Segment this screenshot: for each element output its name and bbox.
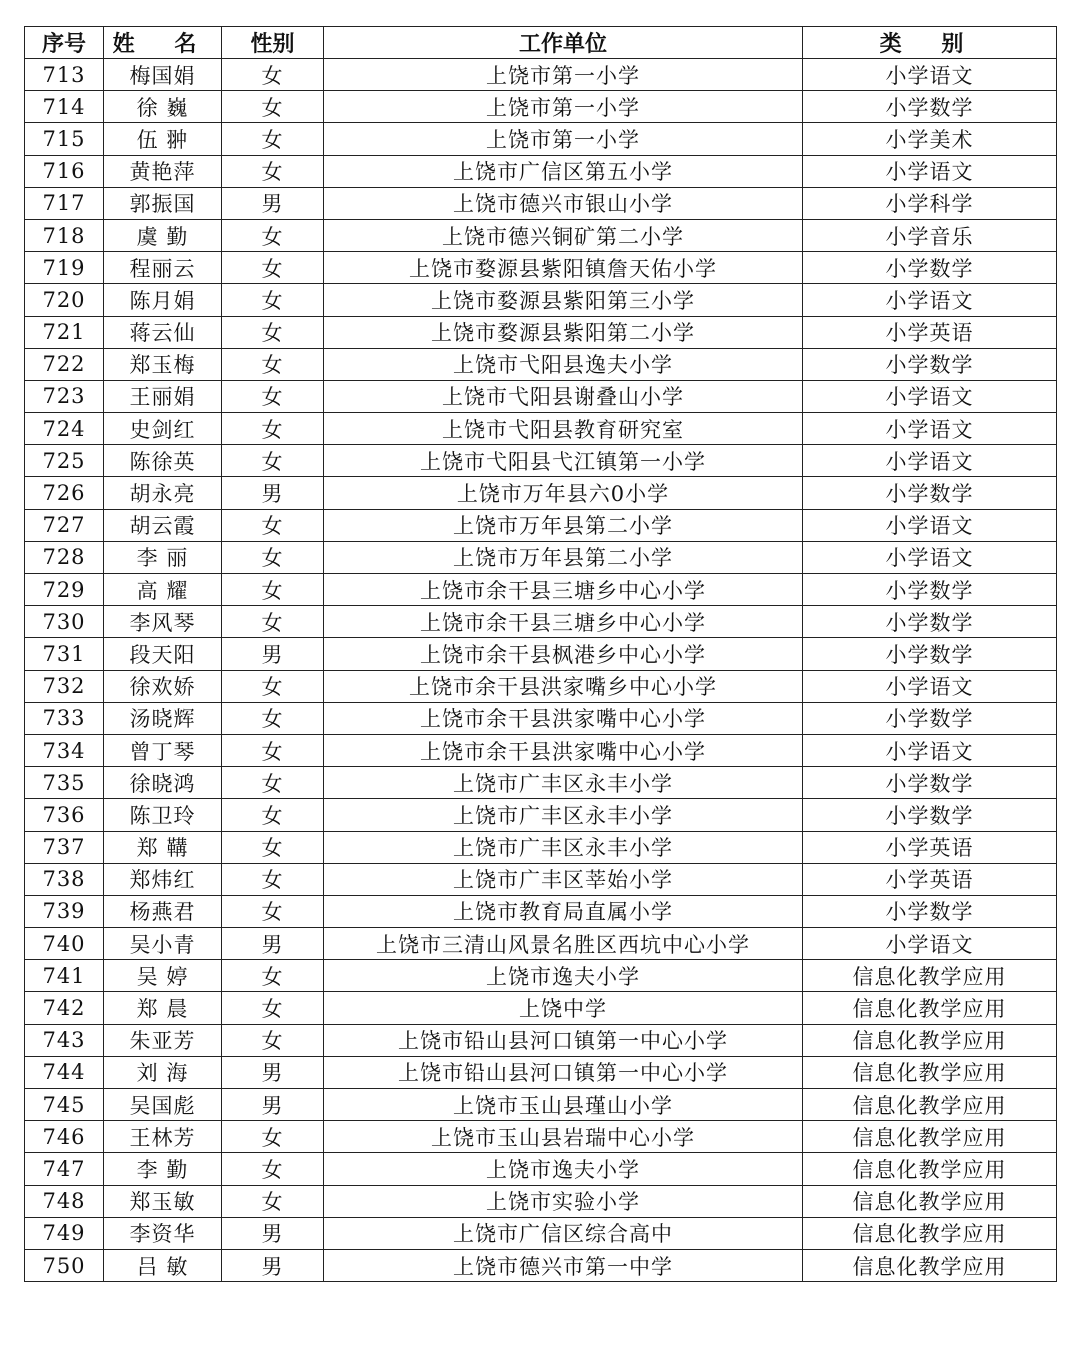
cell-unit: 上饶市德兴市第一中学: [324, 1249, 803, 1281]
cell-sex: 女: [222, 574, 324, 606]
cell-no: 745: [25, 1089, 104, 1121]
cell-unit: 上饶市铅山县河口镇第一中心小学: [324, 1024, 803, 1056]
cell-unit: 上饶市玉山县岩瑞中心小学: [324, 1121, 803, 1153]
cell-unit: 上饶市弋阳县逸夫小学: [324, 348, 803, 380]
cell-sex: 女: [222, 284, 324, 316]
cell-sex: 男: [222, 928, 324, 960]
cell-no: 726: [25, 477, 104, 509]
cell-category: 信息化教学应用: [803, 1153, 1057, 1185]
cell-unit: 上饶市第一小学: [324, 59, 803, 91]
cell-unit: 上饶市万年县第二小学: [324, 541, 803, 573]
table-body: [25, 59, 1057, 1282]
cell-category: 信息化教学应用: [803, 1056, 1057, 1088]
cell-no: 742: [25, 992, 104, 1024]
table-row: [25, 1249, 1057, 1281]
cell-name: 李资华: [104, 1217, 222, 1249]
cell-sex: 女: [222, 509, 324, 541]
cell-category: 信息化教学应用: [803, 1024, 1057, 1056]
table-row: [25, 348, 1057, 380]
cell-category: 小学数学: [803, 767, 1057, 799]
cell-category: 信息化教学应用: [803, 1121, 1057, 1153]
cell-sex: 女: [222, 831, 324, 863]
table-row: [25, 670, 1057, 702]
cell-no: 719: [25, 252, 104, 284]
cell-sex: 女: [222, 316, 324, 348]
cell-category: 小学英语: [803, 863, 1057, 895]
cell-category: 小学数学: [803, 348, 1057, 380]
cell-name: 王林芳: [104, 1121, 222, 1153]
cell-name: 刘 海: [104, 1056, 222, 1088]
cell-no: 733: [25, 702, 104, 734]
table-row: [25, 960, 1057, 992]
cell-no: 730: [25, 606, 104, 638]
cell-name: 吴 婷: [104, 960, 222, 992]
cell-sex: 女: [222, 219, 324, 251]
cell-no: 736: [25, 799, 104, 831]
cell-category: 小学数学: [803, 91, 1057, 123]
cell-category: 小学语文: [803, 413, 1057, 445]
table-row: [25, 895, 1057, 927]
cell-name: 徐 巍: [104, 91, 222, 123]
cell-category: 小学数学: [803, 702, 1057, 734]
cell-no: 737: [25, 831, 104, 863]
cell-no: 715: [25, 123, 104, 155]
cell-sex: 男: [222, 1249, 324, 1281]
cell-name: 吕 敏: [104, 1249, 222, 1281]
cell-category: 小学语文: [803, 670, 1057, 702]
cell-name: 史剑红: [104, 413, 222, 445]
cell-name: 高 耀: [104, 574, 222, 606]
table-row: [25, 1153, 1057, 1185]
cell-unit: 上饶市广信区综合高中: [324, 1217, 803, 1249]
cell-unit: 上饶市广丰区永丰小学: [324, 831, 803, 863]
cell-no: 725: [25, 445, 104, 477]
cell-category: 信息化教学应用: [803, 1089, 1057, 1121]
cell-unit: 上饶市余干县三塘乡中心小学: [324, 606, 803, 638]
cell-name: 郑玉梅: [104, 348, 222, 380]
cell-unit: 上饶市余干县枫港乡中心小学: [324, 638, 803, 670]
cell-unit: 上饶市弋阳县教育研究室: [324, 413, 803, 445]
cell-no: 731: [25, 638, 104, 670]
cell-sex: 男: [222, 638, 324, 670]
cell-category: 小学英语: [803, 316, 1057, 348]
table-row: [25, 252, 1057, 284]
cell-unit: 上饶市弋阳县弋江镇第一小学: [324, 445, 803, 477]
table-row: [25, 477, 1057, 509]
table-row: [25, 509, 1057, 541]
cell-category: 小学数学: [803, 477, 1057, 509]
cell-category: 信息化教学应用: [803, 992, 1057, 1024]
cell-name: 郑 鞲: [104, 831, 222, 863]
cell-no: 746: [25, 1121, 104, 1153]
cell-no: 739: [25, 895, 104, 927]
cell-category: 小学语文: [803, 445, 1057, 477]
cell-no: 718: [25, 219, 104, 251]
cell-sex: 女: [222, 1121, 324, 1153]
table-row: [25, 1089, 1057, 1121]
table-row: [25, 992, 1057, 1024]
cell-no: 744: [25, 1056, 104, 1088]
cell-sex: 女: [222, 895, 324, 927]
cell-unit: 上饶市万年县六0小学: [324, 477, 803, 509]
cell-category: 小学英语: [803, 831, 1057, 863]
cell-name: 王丽娟: [104, 380, 222, 412]
cell-sex: 女: [222, 380, 324, 412]
cell-no: 740: [25, 928, 104, 960]
cell-category: 小学科学: [803, 187, 1057, 219]
table-row: [25, 831, 1057, 863]
cell-category: 小学语文: [803, 928, 1057, 960]
cell-name: 徐晓鸿: [104, 767, 222, 799]
table-row: [25, 606, 1057, 638]
cell-name: 程丽云: [104, 252, 222, 284]
cell-name: 李 勤: [104, 1153, 222, 1185]
roster-table: [24, 26, 1057, 1282]
cell-name: 李 丽: [104, 541, 222, 573]
cell-no: 722: [25, 348, 104, 380]
cell-unit: 上饶市广丰区莘始小学: [324, 863, 803, 895]
cell-unit: 上饶市铅山县河口镇第一中心小学: [324, 1056, 803, 1088]
cell-unit: 上饶市广信区第五小学: [324, 155, 803, 187]
cell-category: 小学数学: [803, 799, 1057, 831]
table-row: [25, 541, 1057, 573]
table-row: [25, 702, 1057, 734]
cell-sex: 女: [222, 702, 324, 734]
cell-sex: 男: [222, 1056, 324, 1088]
cell-sex: 女: [222, 59, 324, 91]
cell-no: 729: [25, 574, 104, 606]
cell-no: 738: [25, 863, 104, 895]
cell-sex: 女: [222, 155, 324, 187]
cell-no: 720: [25, 284, 104, 316]
table-row: [25, 928, 1057, 960]
cell-no: 750: [25, 1249, 104, 1281]
table-row: [25, 1185, 1057, 1217]
cell-unit: 上饶市广丰区永丰小学: [324, 799, 803, 831]
cell-unit: 上饶市三清山风景名胜区西坑中心小学: [324, 928, 803, 960]
table-row: [25, 155, 1057, 187]
cell-unit: 上饶市逸夫小学: [324, 1153, 803, 1185]
cell-no: 727: [25, 509, 104, 541]
cell-sex: 女: [222, 541, 324, 573]
header-no: 序号: [25, 27, 104, 59]
cell-unit: 上饶市余干县洪家嘴中心小学: [324, 734, 803, 766]
cell-no: 714: [25, 91, 104, 123]
cell-name: 郭振国: [104, 187, 222, 219]
cell-no: 743: [25, 1024, 104, 1056]
cell-category: 小学数学: [803, 638, 1057, 670]
cell-unit: 上饶市弋阳县谢叠山小学: [324, 380, 803, 412]
table-row: [25, 638, 1057, 670]
cell-sex: 男: [222, 1089, 324, 1121]
cell-category: 信息化教学应用: [803, 1217, 1057, 1249]
table-row: [25, 316, 1057, 348]
cell-unit: 上饶市教育局直属小学: [324, 895, 803, 927]
cell-no: 724: [25, 413, 104, 445]
cell-name: 陈卫玲: [104, 799, 222, 831]
table-row: [25, 187, 1057, 219]
table-row: [25, 413, 1057, 445]
cell-sex: 女: [222, 960, 324, 992]
cell-name: 徐欢娇: [104, 670, 222, 702]
cell-name: 陈徐英: [104, 445, 222, 477]
cell-category: 小学数学: [803, 895, 1057, 927]
cell-name: 胡永亮: [104, 477, 222, 509]
cell-sex: 女: [222, 91, 324, 123]
cell-sex: 女: [222, 413, 324, 445]
cell-name: 蒋云仙: [104, 316, 222, 348]
cell-sex: 女: [222, 123, 324, 155]
cell-no: 713: [25, 59, 104, 91]
cell-category: 小学数学: [803, 252, 1057, 284]
table-row: [25, 734, 1057, 766]
cell-unit: 上饶市婺源县紫阳镇詹天佑小学: [324, 252, 803, 284]
cell-unit: 上饶市婺源县紫阳第三小学: [324, 284, 803, 316]
cell-no: 735: [25, 767, 104, 799]
cell-unit: 上饶市第一小学: [324, 91, 803, 123]
cell-no: 741: [25, 960, 104, 992]
cell-category: 小学语文: [803, 284, 1057, 316]
cell-sex: 女: [222, 445, 324, 477]
cell-sex: 女: [222, 767, 324, 799]
cell-no: 721: [25, 316, 104, 348]
cell-name: 郑玉敏: [104, 1185, 222, 1217]
cell-name: 伍 翀: [104, 123, 222, 155]
cell-category: 信息化教学应用: [803, 960, 1057, 992]
cell-sex: 男: [222, 187, 324, 219]
cell-name: 陈月娟: [104, 284, 222, 316]
cell-sex: 男: [222, 1217, 324, 1249]
cell-category: 小学语文: [803, 509, 1057, 541]
table-row: [25, 219, 1057, 251]
cell-category: 小学语文: [803, 155, 1057, 187]
cell-name: 吴国彪: [104, 1089, 222, 1121]
cell-unit: 上饶市第一小学: [324, 123, 803, 155]
cell-sex: 女: [222, 606, 324, 638]
cell-name: 朱亚芳: [104, 1024, 222, 1056]
cell-unit: 上饶市余干县洪家嘴中心小学: [324, 702, 803, 734]
header-row: [25, 27, 1057, 59]
cell-no: 732: [25, 670, 104, 702]
cell-sex: 女: [222, 252, 324, 284]
table-row: [25, 1217, 1057, 1249]
table-row: [25, 284, 1057, 316]
cell-name: 胡云霞: [104, 509, 222, 541]
cell-name: 吴小青: [104, 928, 222, 960]
cell-no: 716: [25, 155, 104, 187]
cell-unit: 上饶市余干县洪家嘴乡中心小学: [324, 670, 803, 702]
cell-sex: 女: [222, 1185, 324, 1217]
cell-category: 小学音乐: [803, 219, 1057, 251]
cell-category: 小学语文: [803, 380, 1057, 412]
cell-sex: 女: [222, 1153, 324, 1185]
cell-sex: 男: [222, 477, 324, 509]
cell-name: 黄艳萍: [104, 155, 222, 187]
table-header: [25, 27, 1057, 59]
cell-name: 梅国娟: [104, 59, 222, 91]
cell-sex: 女: [222, 348, 324, 380]
table-row: [25, 1024, 1057, 1056]
cell-unit: 上饶市德兴铜矿第二小学: [324, 219, 803, 251]
cell-name: 郑 晨: [104, 992, 222, 1024]
cell-unit: 上饶市实验小学: [324, 1185, 803, 1217]
cell-no: 749: [25, 1217, 104, 1249]
table-row: [25, 767, 1057, 799]
cell-unit: 上饶市玉山县瑾山小学: [324, 1089, 803, 1121]
cell-name: 曾丁琴: [104, 734, 222, 766]
cell-name: 汤晓辉: [104, 702, 222, 734]
cell-sex: 女: [222, 734, 324, 766]
cell-category: 小学数学: [803, 606, 1057, 638]
cell-category: 信息化教学应用: [803, 1185, 1057, 1217]
cell-no: 728: [25, 541, 104, 573]
header-name: 姓 名: [104, 27, 222, 59]
cell-unit: 上饶中学: [324, 992, 803, 1024]
cell-unit: 上饶市逸夫小学: [324, 960, 803, 992]
table-row: [25, 1056, 1057, 1088]
cell-no: 748: [25, 1185, 104, 1217]
table-row: [25, 59, 1057, 91]
cell-unit: 上饶市婺源县紫阳第二小学: [324, 316, 803, 348]
cell-no: 717: [25, 187, 104, 219]
cell-no: 747: [25, 1153, 104, 1185]
cell-unit: 上饶市余干县三塘乡中心小学: [324, 574, 803, 606]
cell-category: 小学美术: [803, 123, 1057, 155]
header-sex: 性别: [222, 27, 324, 59]
table-row: [25, 445, 1057, 477]
cell-unit: 上饶市德兴市银山小学: [324, 187, 803, 219]
header-unit: 工作单位: [324, 27, 803, 59]
cell-category: 小学语文: [803, 541, 1057, 573]
table-row: [25, 91, 1057, 123]
cell-name: 郑炜红: [104, 863, 222, 895]
cell-sex: 女: [222, 863, 324, 895]
cell-no: 734: [25, 734, 104, 766]
table-row: [25, 799, 1057, 831]
cell-name: 李风琴: [104, 606, 222, 638]
cell-category: 小学语文: [803, 59, 1057, 91]
cell-sex: 女: [222, 992, 324, 1024]
cell-name: 段天阳: [104, 638, 222, 670]
cell-category: 小学数学: [803, 574, 1057, 606]
table-row: [25, 123, 1057, 155]
table-row: [25, 863, 1057, 895]
table-row: [25, 1121, 1057, 1153]
cell-category: 小学语文: [803, 734, 1057, 766]
cell-sex: 女: [222, 670, 324, 702]
cell-name: 虞 勤: [104, 219, 222, 251]
cell-no: 723: [25, 380, 104, 412]
header-category: 类 别: [803, 27, 1057, 59]
table-row: [25, 574, 1057, 606]
table-row: [25, 380, 1057, 412]
cell-sex: 女: [222, 1024, 324, 1056]
cell-category: 信息化教学应用: [803, 1249, 1057, 1281]
cell-sex: 女: [222, 799, 324, 831]
cell-name: 杨燕君: [104, 895, 222, 927]
cell-unit: 上饶市万年县第二小学: [324, 509, 803, 541]
cell-unit: 上饶市广丰区永丰小学: [324, 767, 803, 799]
